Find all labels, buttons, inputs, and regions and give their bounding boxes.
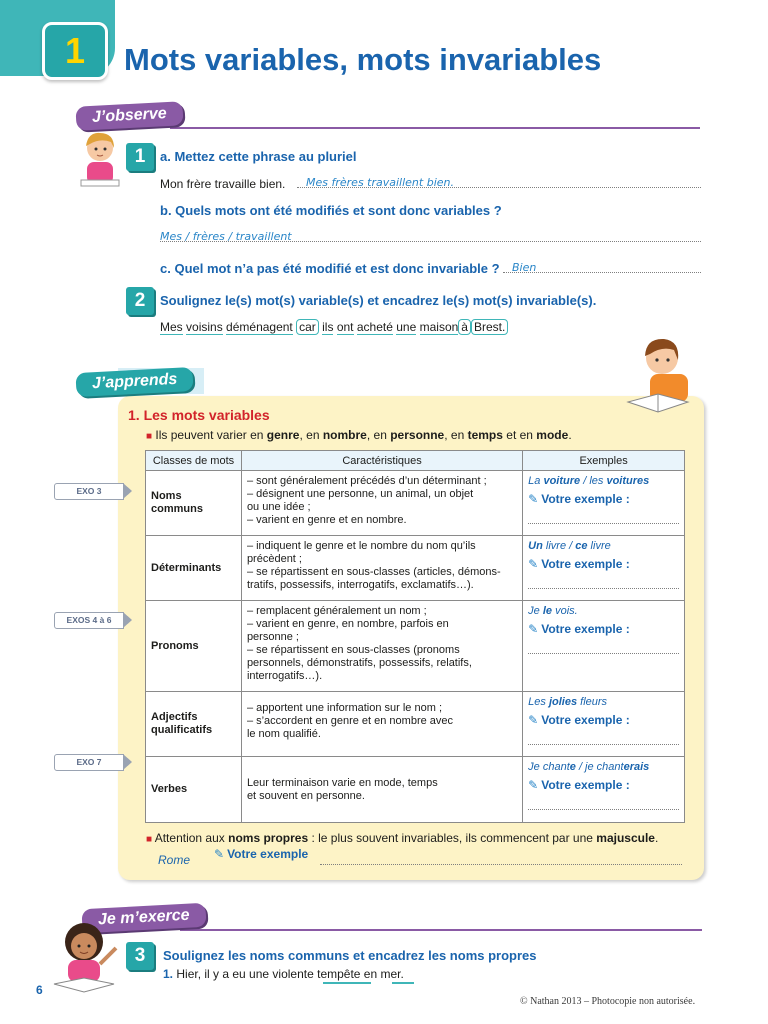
word-variable: acheté xyxy=(356,320,393,334)
apprends-heading: J’apprends xyxy=(75,367,193,397)
exercise-3-item: 1. Hier, il y a eu une violente tempête en mer. xyxy=(163,967,404,981)
exercise-1-question-a: a. Mettez cette phrase au pluriel xyxy=(160,149,357,164)
example-text: Je le vois. xyxy=(528,605,578,617)
example-cell xyxy=(523,757,685,823)
class-name: Noms communs xyxy=(146,471,242,536)
exercise-3-number: 3 xyxy=(126,942,154,970)
proper-nouns-note: ■ Attention aux noms propres : le plus souvent invariables, ils commencent par une majuscule. xyxy=(146,831,659,845)
exo-tag[interactable]: EXOS 4 à 6 xyxy=(54,612,124,629)
word-variable: Mes xyxy=(160,320,183,334)
underline-mark xyxy=(323,982,371,984)
characteristics: – sont généralement précédés d’un déterminant ; – désignent une personne, un animal, un objet ou une idée ; – varient en genre et en nombre. xyxy=(241,471,522,536)
table-row xyxy=(146,692,685,757)
table-row xyxy=(146,757,685,823)
girl-illustration xyxy=(78,128,122,190)
characteristics: – remplacent généralement un nom ; – varient en genre, en nombre, parfois en personne ; – se répartissent en sous-classes (pronoms personnels, démonstratifs, possessifs, relatifs, interrogatifs…). xyxy=(241,601,522,692)
exerce-rule xyxy=(180,929,702,931)
word-variable: déménagent xyxy=(226,320,293,334)
your-example-line[interactable] xyxy=(528,731,679,745)
boy-reading-illustration xyxy=(620,332,700,422)
characteristics: – apportent une information sur le nom ; – s’accordent en genre et en nombre avec le nom qualifié. xyxy=(241,692,522,757)
exercise-1-number: 1 xyxy=(126,143,154,171)
answer-b: Mes / frères / travaillent xyxy=(160,230,292,243)
example-text: Je chante / je chanterais xyxy=(528,761,650,773)
underline-mark xyxy=(392,982,414,984)
exerce-heading: Je m’exerce xyxy=(81,903,206,933)
proper-noun-your-example: ✎ Votre exemple xyxy=(214,847,309,861)
characteristics: – indiquent le genre et le nombre du nom qu’ils précèdent ; – se répartissent en sous-classes (articles, démons- tratifs, possessifs, interrogatifs, exclamatifs…). xyxy=(241,536,522,601)
exercise-1-sentence: Mon frère travaille bien. xyxy=(160,177,286,191)
exo-tag[interactable]: EXO 3 xyxy=(54,483,124,500)
table-header-row xyxy=(146,451,685,471)
bullet-square-icon: ■ xyxy=(146,834,153,845)
your-example-line[interactable] xyxy=(528,796,679,810)
class-name: Adjectifs qualificatifs xyxy=(146,692,242,757)
observe-heading: J’observe xyxy=(75,101,183,131)
exercise-3-instruction: Soulignez les noms communs et encadrez les noms propres xyxy=(163,948,537,963)
exercise-1-question-c: c. Quel mot n’a pas été modifié et est donc invariable ? xyxy=(160,261,500,276)
word-variable: une xyxy=(396,320,417,334)
page-number: 6 xyxy=(36,983,43,997)
example-cell xyxy=(523,692,685,757)
your-example-line[interactable] xyxy=(528,575,679,589)
word-invariable: Brest. xyxy=(471,319,508,335)
exercise-1-question-b: b. Quels mots ont été modifiés et sont donc variables ? xyxy=(160,203,502,218)
pencil-icon: ✎ xyxy=(214,847,225,861)
characteristics: Leur terminaison varie en mode, temps et souvent en personne. xyxy=(241,757,522,823)
your-example-label: ✎ Votre exemple : xyxy=(528,622,630,636)
pencil-icon: ✎ xyxy=(528,713,539,727)
your-example-label: ✎ Votre exemple : xyxy=(528,557,630,571)
pencil-icon: ✎ xyxy=(528,557,539,571)
answer-a: Mes frères travaillent bien. xyxy=(306,176,454,189)
class-name: Verbes xyxy=(146,757,242,823)
word-variable: ont xyxy=(336,320,354,334)
bullet-square-icon: ■ xyxy=(146,431,153,442)
chapter-number: 1 xyxy=(42,22,108,80)
example-text: Les jolies fleurs xyxy=(528,696,608,708)
lesson-title: 1. Les mots variables xyxy=(128,407,270,423)
word-invariable: car xyxy=(296,319,319,335)
page-title: Mots variables, mots invariables xyxy=(124,42,602,77)
answer-c: Bien xyxy=(512,261,537,274)
class-name: Pronoms xyxy=(146,601,242,692)
example-cell xyxy=(523,471,685,536)
word-variable: ils xyxy=(322,320,334,334)
your-example-line[interactable] xyxy=(528,510,679,524)
your-example-label: ✎ Votre exemple : xyxy=(528,492,630,506)
example-cell xyxy=(523,601,685,692)
pencil-icon: ✎ xyxy=(528,492,539,506)
table-row xyxy=(146,536,685,601)
column-header: Exemples xyxy=(523,451,685,471)
your-example-line[interactable] xyxy=(528,640,679,654)
proper-noun-example: Rome xyxy=(158,853,191,867)
exercise-2-number: 2 xyxy=(126,287,154,315)
example-text: La voiture / les voitures xyxy=(528,475,650,487)
copyright-notice: © Nathan 2013 – Photocopie non autorisée. xyxy=(520,996,696,1007)
word-invariable: à xyxy=(458,319,471,335)
lesson-intro: ■ Ils peuvent varier en genre, en nombre, en personne, en temps et en mode. xyxy=(146,428,572,442)
exercise-2-sentence xyxy=(160,320,508,334)
word-classes-table xyxy=(145,450,685,823)
proper-noun-answer-line[interactable] xyxy=(320,851,682,865)
table-row xyxy=(146,601,685,692)
exo-tag[interactable]: EXO 7 xyxy=(54,754,124,771)
column-header: Caractéristiques xyxy=(241,451,522,471)
pencil-icon: ✎ xyxy=(528,622,539,636)
class-name: Déterminants xyxy=(146,536,242,601)
your-example-label: ✎ Votre exemple : xyxy=(528,778,630,792)
example-text: Un livre / ce livre xyxy=(528,540,611,552)
exercise-2-instruction: Soulignez le(s) mot(s) variable(s) et encadrez le(s) mot(s) invariable(s). xyxy=(160,293,597,308)
word-variable: maison xyxy=(419,320,459,334)
word-variable: voisins xyxy=(186,320,223,334)
example-cell xyxy=(523,536,685,601)
girl-with-book-illustration xyxy=(44,918,124,996)
your-example-label: ✎ Votre exemple : xyxy=(528,713,630,727)
pencil-icon: ✎ xyxy=(528,778,539,792)
column-header: Classes de mots xyxy=(146,451,242,471)
table-row xyxy=(146,471,685,536)
observe-rule xyxy=(170,127,700,129)
